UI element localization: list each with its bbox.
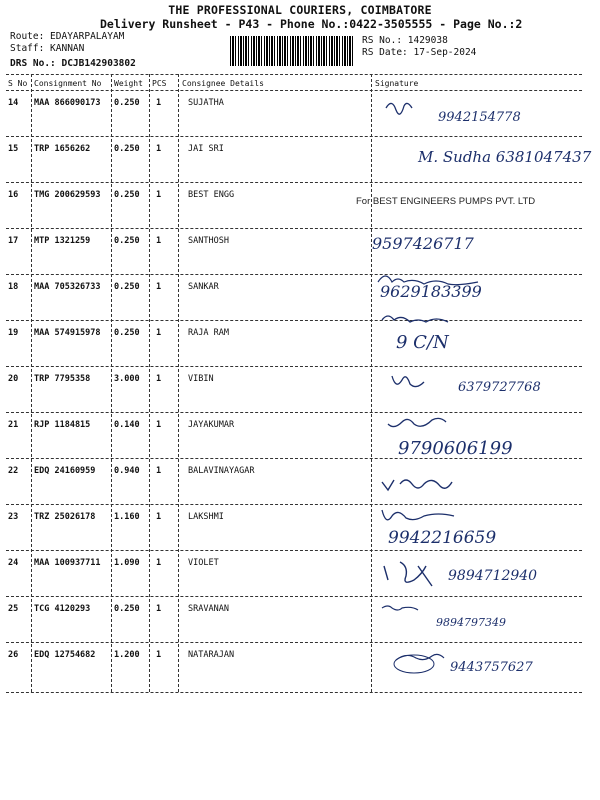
row-pcs: 1 xyxy=(156,374,162,384)
row-pcs: 1 xyxy=(156,190,162,200)
row-weight: 0.940 xyxy=(114,466,140,476)
row-rule xyxy=(6,412,582,413)
row-signature: 9942154778 xyxy=(378,92,588,134)
row-pcs: 1 xyxy=(156,420,162,430)
row-consignee: NATARAJAN xyxy=(188,650,235,660)
row-rule xyxy=(6,228,582,229)
row-rule xyxy=(6,642,582,643)
row-consignee: SANTHOSH xyxy=(188,236,229,246)
drs-number: DRS No.: DCJB142903802 xyxy=(10,58,136,69)
row-weight: 0.250 xyxy=(114,236,140,246)
row-consignment: TRZ 25026178 xyxy=(34,512,96,522)
row-signature: 9443757627 xyxy=(378,648,588,690)
row-consignment: MAA 705326733 xyxy=(34,282,101,292)
row-weight: 0.250 xyxy=(114,190,140,200)
row-consignee: SRAVANAN xyxy=(188,604,229,614)
row-consignee: BALAVINAYAGAR xyxy=(188,466,255,476)
row-signature: 9790606199 xyxy=(378,414,588,456)
row-weight: 1.090 xyxy=(114,558,140,568)
row-sno: 16 xyxy=(8,190,19,200)
row-sno: 23 xyxy=(8,512,19,522)
row-signature: 6379727768 xyxy=(378,368,588,410)
sheet-title: THE PROFESSIONAL COURIERS, COIMBATORE xyxy=(168,3,432,17)
table-header-rule xyxy=(6,90,582,91)
row-weight: 0.250 xyxy=(114,328,140,338)
header-signature: Signature xyxy=(375,79,419,88)
row-signature: 9894712940 xyxy=(378,556,588,598)
row-sno: 15 xyxy=(8,144,19,154)
row-signature: 9942216659 xyxy=(378,506,588,548)
header-consignee: Consignee Details xyxy=(182,79,264,88)
row-weight: 1.200 xyxy=(114,650,140,660)
sheet-subtitle: Delivery Runsheet - P43 - Phone No.:0422-3505555 - Page No.:2 xyxy=(100,17,523,31)
row-consignment: MAA 574915978 xyxy=(34,328,101,338)
row-pcs: 1 xyxy=(156,328,162,338)
row-pcs: 1 xyxy=(156,282,162,292)
company-stamp: For BEST ENGINEERS PUMPS PVT. LTD xyxy=(356,196,536,207)
row-sno: 24 xyxy=(8,558,19,568)
row-weight: 0.140 xyxy=(114,420,140,430)
header-weight: Weight xyxy=(114,79,143,88)
row-signature xyxy=(356,184,588,226)
row-signature: M. Sudha 6381047437 xyxy=(418,148,592,166)
row-consignee: SUJATHA xyxy=(188,98,224,108)
row-consignment: TRP 7795358 xyxy=(34,374,91,384)
row-weight: 0.250 xyxy=(114,98,140,108)
row-weight: 0.250 xyxy=(114,282,140,292)
row-consignment: TCG 4120293 xyxy=(34,604,91,614)
row-signature: 9597426717 xyxy=(372,234,474,253)
row-sno: 26 xyxy=(8,650,19,660)
row-sno: 17 xyxy=(8,236,19,246)
col-divider xyxy=(149,74,150,692)
row-pcs: 1 xyxy=(156,98,162,108)
row-consignment: MTP 1321259 xyxy=(34,236,91,246)
row-consignee: JAI SRI xyxy=(188,144,224,154)
row-consignment: RJP 1184815 xyxy=(34,420,91,430)
row-rule xyxy=(6,182,582,183)
row-consignment: TMG 200629593 xyxy=(34,190,101,200)
row-sno: 25 xyxy=(8,604,19,614)
row-sno: 18 xyxy=(8,282,19,292)
row-consignee: VIBIN xyxy=(188,374,214,384)
row-rule xyxy=(6,504,582,505)
col-divider xyxy=(371,74,372,692)
row-pcs: 1 xyxy=(156,558,162,568)
table-bottom-rule xyxy=(6,692,582,693)
row-sno: 20 xyxy=(8,374,19,384)
row-consignment: EDQ 12754682 xyxy=(34,650,96,660)
row-pcs: 1 xyxy=(156,466,162,476)
row-signature: 9629183399 xyxy=(378,262,588,304)
barcode-image xyxy=(230,36,355,66)
row-weight: 0.250 xyxy=(114,144,140,154)
row-consignee: VIOLET xyxy=(188,558,219,568)
row-rule xyxy=(6,458,582,459)
rs-number: RS No.: 1429038 xyxy=(362,35,448,46)
staff-label: Staff: KANNAN xyxy=(10,43,85,54)
row-pcs: 1 xyxy=(156,604,162,614)
row-pcs: 1 xyxy=(156,236,162,246)
row-consignee: JAYAKUMAR xyxy=(188,420,235,430)
row-consignee: RAJA RAM xyxy=(188,328,229,338)
route-label: Route: EDAYARPALAYAM xyxy=(10,31,125,42)
row-signature: 9894797349 xyxy=(378,598,588,640)
col-divider xyxy=(111,74,112,692)
row-weight: 3.000 xyxy=(114,374,140,384)
col-divider xyxy=(178,74,179,692)
rs-date: RS Date: 17-Sep-2024 xyxy=(362,47,477,58)
row-signature: 9 C/N xyxy=(378,306,588,348)
row-sno: 19 xyxy=(8,328,19,338)
header-consignment: Consignment No xyxy=(34,79,102,88)
header-sno: S No xyxy=(8,79,28,88)
row-sno: 21 xyxy=(8,420,19,430)
row-pcs: 1 xyxy=(156,650,162,660)
row-sno: 22 xyxy=(8,466,19,476)
table-top-rule xyxy=(6,74,582,75)
row-weight: 0.250 xyxy=(114,604,140,614)
row-rule xyxy=(6,596,582,597)
row-sno: 14 xyxy=(8,98,19,108)
row-pcs: 1 xyxy=(156,512,162,522)
row-consignment: MAA 100937711 xyxy=(34,558,101,568)
row-rule xyxy=(6,550,582,551)
row-pcs: 1 xyxy=(156,144,162,154)
row-consignment: TRP 1656262 xyxy=(34,144,91,154)
row-rule xyxy=(6,136,582,137)
row-rule xyxy=(6,366,582,367)
row-consignment: EDQ 24160959 xyxy=(34,466,96,476)
row-consignee: BEST ENGG xyxy=(188,190,235,200)
row-consignee: SANKAR xyxy=(188,282,219,292)
row-consignment: MAA 866090173 xyxy=(34,98,101,108)
row-consignee: LAKSHMI xyxy=(188,512,224,522)
row-weight: 1.160 xyxy=(114,512,140,522)
header-pcs: PCS xyxy=(152,79,167,88)
col-divider xyxy=(31,74,32,692)
